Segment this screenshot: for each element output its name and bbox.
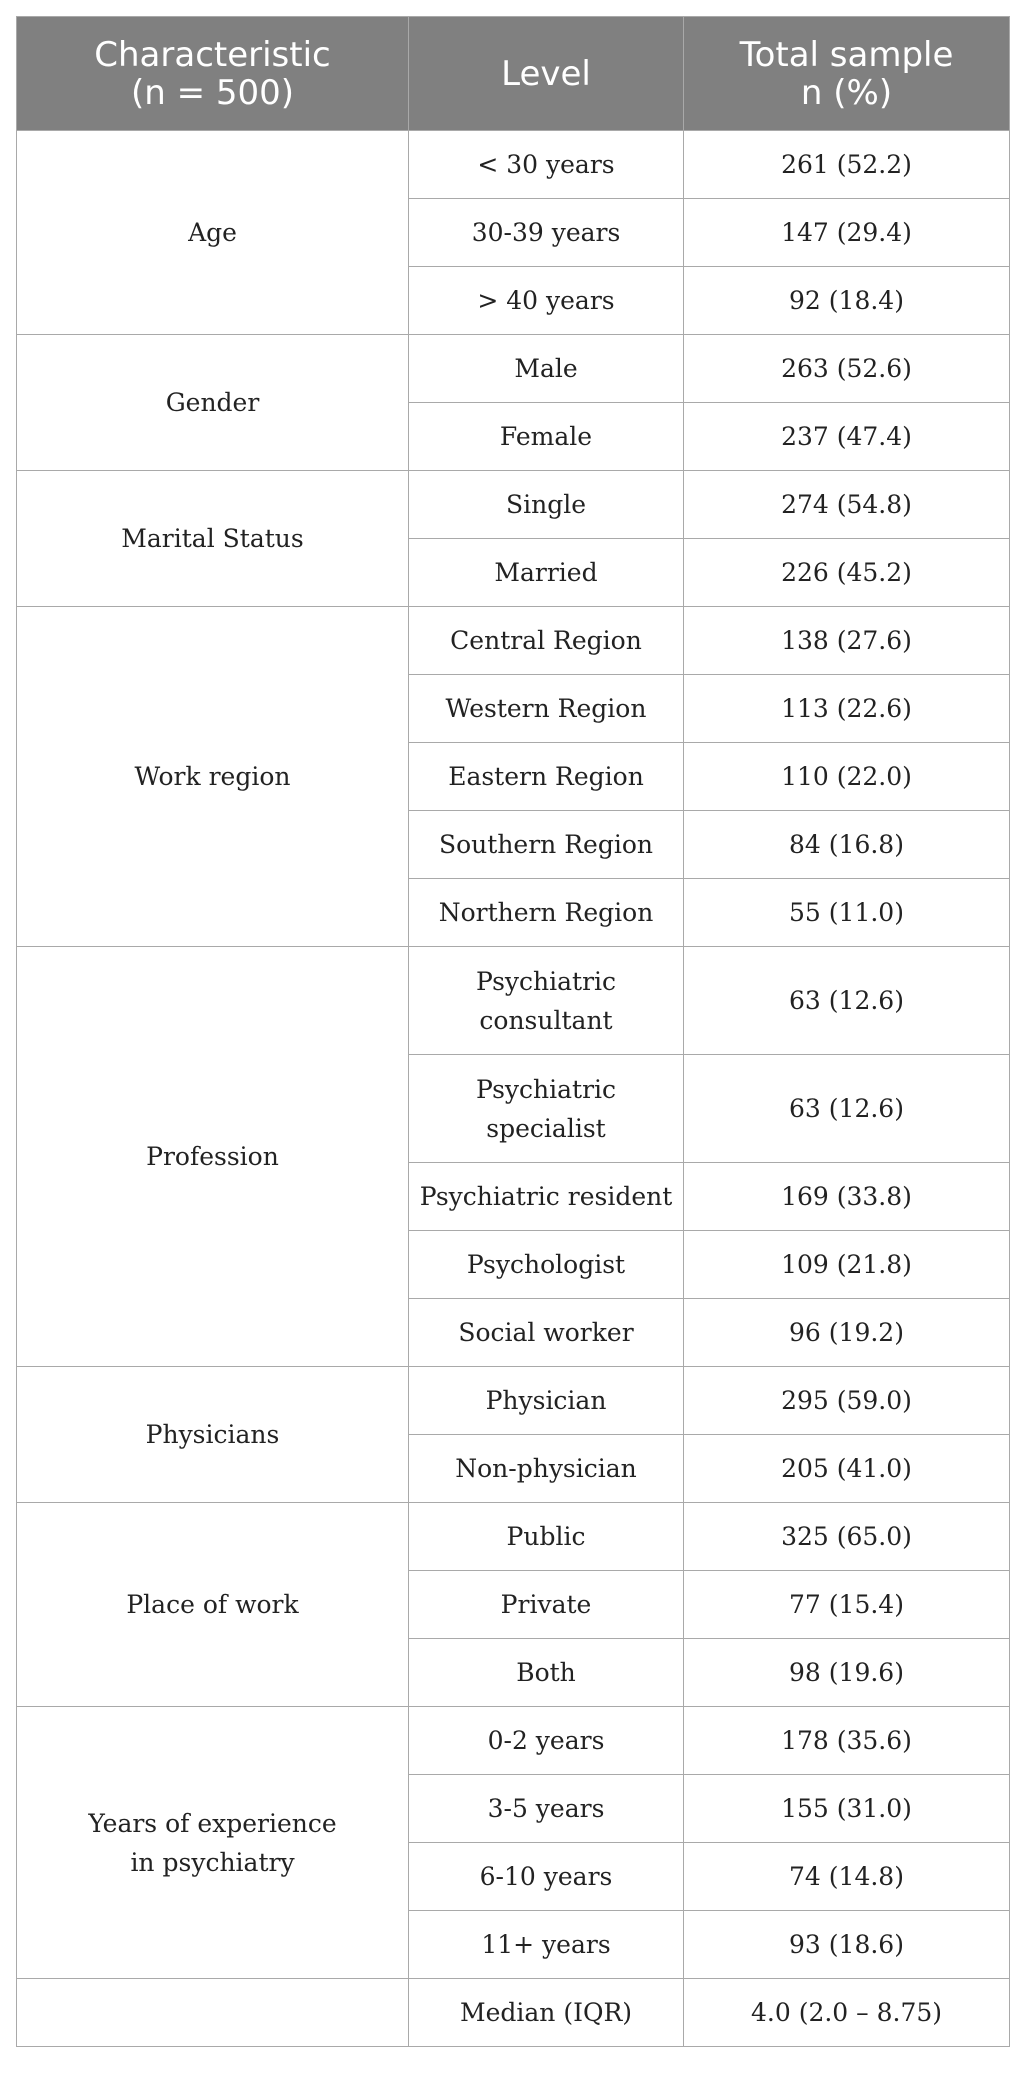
characteristic-label: Profession [146, 1142, 279, 1171]
level-cell [409, 675, 684, 743]
level-cell [409, 743, 684, 811]
characteristic-cell [17, 947, 409, 1367]
table-body [17, 131, 1010, 2047]
characteristic-label: Physicians [145, 1420, 280, 1449]
level-label: Public [506, 1522, 586, 1551]
table-row [17, 131, 1010, 199]
total-sample-cell: 92 (18.4) [684, 267, 1010, 335]
characteristic-cell [17, 1503, 409, 1707]
level-label: 11+ years [481, 1930, 611, 1959]
header-total-sample [684, 17, 1010, 131]
header-total-line-2: n (%) [800, 72, 893, 113]
total-sample-cell: 263 (52.6) [684, 335, 1010, 403]
characteristic-label: Gender [165, 388, 260, 417]
total-sample-cell: 147 (29.4) [684, 199, 1010, 267]
total-sample-cell: 274 (54.8) [684, 471, 1010, 539]
total-sample-cell: 110 (22.0) [684, 743, 1010, 811]
table-row [17, 1707, 1010, 1775]
total-sample-cell: 155 (31.0) [684, 1775, 1010, 1843]
level-cell [409, 1231, 684, 1299]
level-label: consultant [479, 1005, 613, 1035]
table-row [17, 1979, 1010, 2047]
level-cell [409, 1571, 684, 1639]
characteristic-cell [17, 1707, 409, 1979]
total-sample-cell: 109 (21.8) [684, 1231, 1010, 1299]
demographics-table-container [16, 16, 1009, 2047]
level-cell [409, 1435, 684, 1503]
level-label: Psychiatric [475, 1074, 617, 1104]
level-cell [409, 1707, 684, 1775]
level-cell [409, 1503, 684, 1571]
level-cell [409, 811, 684, 879]
header-total-line-1: Total sample [739, 34, 954, 75]
total-sample-cell: 237 (47.4) [684, 403, 1010, 471]
level-cell [409, 267, 684, 335]
level-cell [409, 131, 684, 199]
level-label: Married [494, 558, 598, 587]
level-cell [409, 1055, 684, 1163]
level-cell [409, 607, 684, 675]
level-cell [409, 1979, 684, 2047]
total-sample-cell: 295 (59.0) [684, 1367, 1010, 1435]
total-sample-cell: 84 (16.8) [684, 811, 1010, 879]
level-cell [409, 539, 684, 607]
table-header [17, 17, 1010, 131]
level-label: Central Region [450, 626, 642, 655]
total-sample-cell: 98 (19.6) [684, 1639, 1010, 1707]
level-cell [409, 403, 684, 471]
characteristic-cell [17, 607, 409, 947]
level-label: 3-5 years [487, 1794, 605, 1823]
level-label: Physician [485, 1386, 607, 1415]
demographics-table [16, 16, 1010, 2047]
total-sample-cell: 138 (27.6) [684, 607, 1010, 675]
level-cell [409, 1163, 684, 1231]
total-sample-cell: 63 (12.6) [684, 1055, 1010, 1163]
total-sample-cell: 96 (19.2) [684, 1299, 1010, 1367]
characteristic-cell [17, 335, 409, 471]
level-label: Psychiatric resident [419, 1182, 673, 1211]
characteristic-label: in psychiatry [130, 1847, 295, 1877]
level-label: 30-39 years [471, 218, 621, 247]
level-cell [409, 335, 684, 403]
level-label: Psychologist [466, 1250, 626, 1279]
level-cell [409, 1843, 684, 1911]
total-sample-cell: 55 (11.0) [684, 879, 1010, 947]
table-row [17, 471, 1010, 539]
table-row [17, 335, 1010, 403]
level-label: Social worker [458, 1318, 634, 1347]
level-label: Private [500, 1590, 592, 1619]
table-row [17, 1503, 1010, 1571]
characteristic-label: Place of work [126, 1590, 299, 1619]
characteristic-cell [17, 1979, 409, 2047]
level-cell [409, 1775, 684, 1843]
characteristic-label: Age [188, 218, 237, 247]
level-label: > 40 years [477, 286, 615, 315]
total-sample-cell: 113 (22.6) [684, 675, 1010, 743]
total-sample-cell: 77 (15.4) [684, 1571, 1010, 1639]
table-row [17, 607, 1010, 675]
header-characteristic [17, 17, 409, 131]
table-row [17, 947, 1010, 1055]
characteristic-cell [17, 131, 409, 335]
level-label: Both [516, 1658, 576, 1687]
header-row [17, 17, 1010, 131]
level-cell [409, 947, 684, 1055]
total-sample-cell: 4.0 (2.0 – 8.75) [684, 1979, 1010, 2047]
level-label: Psychiatric [475, 966, 617, 996]
level-cell [409, 199, 684, 267]
characteristic-label: Work region [134, 762, 291, 791]
total-sample-cell: 93 (18.6) [684, 1911, 1010, 1979]
level-cell [409, 879, 684, 947]
total-sample-cell: 205 (41.0) [684, 1435, 1010, 1503]
level-cell [409, 1367, 684, 1435]
level-label: Single [505, 490, 587, 519]
header-characteristic-line-2: (n = 500) [130, 72, 295, 113]
header-characteristic-line-1: Characteristic [94, 34, 331, 75]
level-cell [409, 471, 684, 539]
level-label: Northern Region [438, 898, 654, 927]
characteristic-label: Marital Status [121, 524, 304, 553]
level-label: Female [499, 422, 593, 451]
total-sample-cell: 63 (12.6) [684, 947, 1010, 1055]
level-label: Non-physician [455, 1454, 637, 1483]
level-label: < 30 years [477, 150, 615, 179]
level-label: specialist [486, 1113, 606, 1143]
total-sample-cell: 74 (14.8) [684, 1843, 1010, 1911]
total-sample-cell: 169 (33.8) [684, 1163, 1010, 1231]
total-sample-cell: 178 (35.6) [684, 1707, 1010, 1775]
level-label: 0-2 years [487, 1726, 605, 1755]
level-label: Male [514, 354, 578, 383]
table-row [17, 1367, 1010, 1435]
level-cell [409, 1299, 684, 1367]
level-label: Southern Region [439, 830, 653, 859]
header-level: Level [409, 17, 684, 131]
level-label: Western Region [445, 694, 647, 723]
total-sample-cell: 325 (65.0) [684, 1503, 1010, 1571]
level-label: Eastern Region [448, 762, 644, 791]
level-label: 6-10 years [479, 1862, 613, 1891]
characteristic-label: Years of experience [88, 1808, 337, 1838]
level-cell [409, 1911, 684, 1979]
level-label: Median (IQR) [459, 1998, 633, 2027]
level-cell [409, 1639, 684, 1707]
total-sample-cell: 226 (45.2) [684, 539, 1010, 607]
characteristic-cell [17, 471, 409, 607]
characteristic-cell [17, 1367, 409, 1503]
total-sample-cell: 261 (52.2) [684, 131, 1010, 199]
